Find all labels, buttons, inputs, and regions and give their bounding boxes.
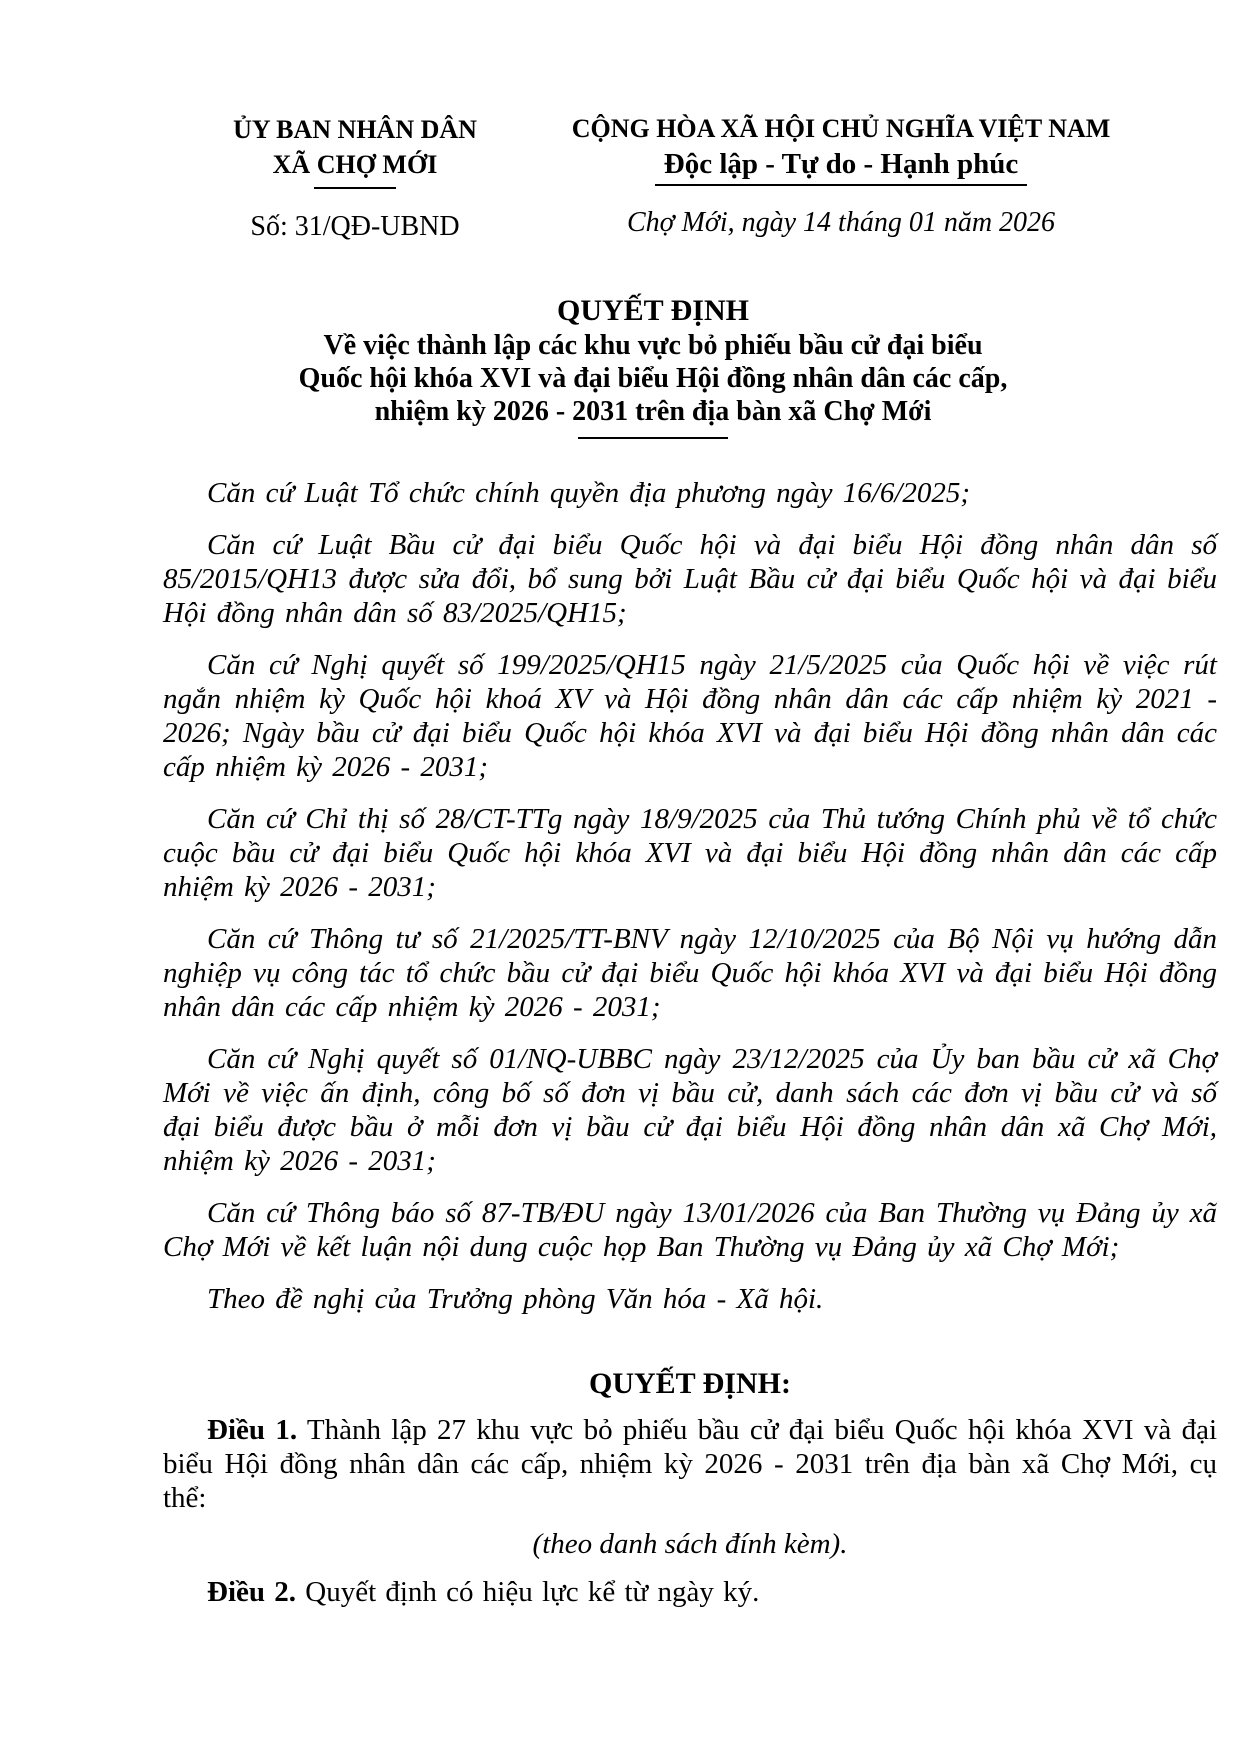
preamble-paragraph: Căn cứ Thông báo số 87-TB/ĐU ngày 13/01/2026 của Ban Thường vụ Đảng ủy xã Chợ Mới về kết luận nội dung cuộc họp Ban Thường vụ Đảng ủy xã Chợ Mới; [163,1197,1217,1263]
article-2 [163,1575,1217,1609]
article-1-text: Thành lập 27 khu vực bỏ phiếu bầu cử đại biểu Quốc hội khóa XVI và đại biểu Hội đồng nhân dân các cấp, nhiệm kỳ 2026 - 2031 trên địa bàn xã Chợ Mới, cụ thể: [163,1414,1218,1514]
national-motto-line1: CỘNG HÒA XÃ HỘI CHỦ NGHĨA VIỆT NAM [571,114,1111,143]
document-number: Số: 31/QĐ-UBND [250,211,460,242]
document-type-title: QUYẾT ĐỊNH [557,294,749,327]
title-subject-line2: Quốc hội khóa XVI và đại biểu Hội đồng nhân dân các cấp, [298,363,1008,394]
national-header-block [556,110,1126,239]
attachment-note: (theo danh sách đính kèm). [532,1528,848,1560]
article-2-label: Điều 2. [207,1576,296,1608]
preamble-paragraph: Căn cứ Thông tư số 21/2025/TT-BNV ngày 12/10/2025 của Bộ Nội vụ hướng dẫn nghiệp vụ công tác tổ chức bầu cử đại biểu Quốc hội khóa XVI và đại biểu Hội đồng nhân dân các cấp nhiệm kỳ 2026 - 2031; [163,923,1217,1023]
title-subject-line1: Về việc thành lập các khu vực bỏ phiếu bầu cử đại biểu [323,330,983,361]
title-underline [578,437,728,439]
preamble-paragraph: Căn cứ Luật Tổ chức chính quyền địa phương ngày 16/6/2025; [207,477,971,509]
article-1 [163,1413,1217,1515]
preamble-paragraph: Căn cứ Nghị quyết số 01/NQ-UBBC ngày 23/12/2025 của Ủy ban bầu cử xã Chợ Mới về việc ấn định, công bố số đơn vị bầu cử, danh sách các đơn vị bầu cử và số đại biểu được bầu ở mỗi đơn vị bầu cử đại biểu Hội đồng nhân dân xã Chợ Mới, nhiệm kỳ 2026 - 2031; [163,1043,1217,1177]
operative-heading: QUYẾT ĐỊNH: [589,1367,791,1400]
preamble-paragraph: Căn cứ Nghị quyết số 199/2025/QH15 ngày 21/5/2025 của Quốc hội về việc rút ngắn nhiệm kỳ Quốc hội khoá XV và Hội đồng nhân dân các cấp nhiệm kỳ 2021 - 2026; Ngày bầu cử đại biểu Quốc hội khóa XVI và đại biểu Hội đồng nhân dân các cấp nhiệm kỳ 2026 - 2031; [163,649,1217,783]
article-2-text: Quyết định có hiệu lực kể từ ngày ký. [305,1576,760,1608]
national-motto-underline [655,184,1027,186]
title-subject-line3: nhiệm kỳ 2026 - 2031 trên địa bàn xã Chợ Mới [374,396,932,427]
preamble-paragraph: Căn cứ Chỉ thị số 28/CT-TTg ngày 18/9/2025 của Thủ tướng Chính phủ về tổ chức cuộc bầu cử đại biểu Quốc hội khóa XVI và đại biểu Hội đồng nhân dân các cấp nhiệm kỳ 2026 - 2031; [163,803,1217,903]
article-1-label: Điều 1. [207,1414,298,1446]
preamble-paragraph: Theo đề nghị của Trưởng phòng Văn hóa - Xã hội. [207,1283,824,1315]
issuing-org-underline [314,187,396,189]
operative-section [163,1366,1217,1621]
preamble-section [163,476,1217,1334]
preamble-paragraph: Căn cứ Luật Bầu cử đại biểu Quốc hội và đại biểu Hội đồng nhân dân số 85/2015/QH13 được sửa đổi, bổ sung bởi Luật Bầu cử đại biểu Quốc hội và đại biểu Hội đồng nhân dân số 83/2025/QH15; [163,529,1217,629]
place-date-line: Chợ Mới, ngày 14 tháng 01 năm 2026 [626,207,1056,238]
national-motto-line2: Độc lập - Tự do - Hạnh phúc [663,148,1019,180]
issuing-org-name: XÃ CHỢ MỚI [272,150,438,179]
issuing-org-block [165,112,545,243]
issuing-org-parent: ỦY BAN NHÂN DÂN [233,115,477,144]
document-title-block [163,292,1143,439]
